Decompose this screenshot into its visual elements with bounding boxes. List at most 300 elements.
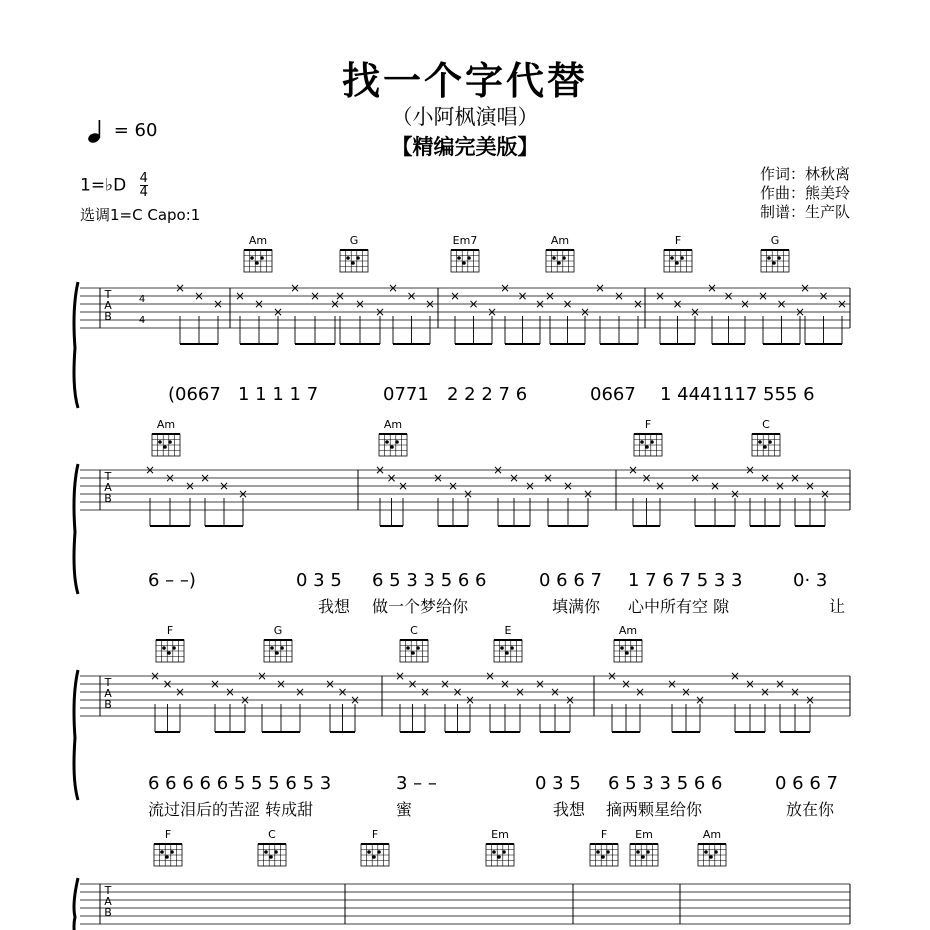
song-title: 找一个字代替	[341, 59, 588, 103]
tab-note-x: ×	[212, 297, 224, 311]
chord-dot	[562, 256, 566, 260]
chord-dot	[172, 646, 176, 650]
capo-text: 选调1=C Capo:1	[80, 206, 201, 224]
beam-group	[745, 463, 785, 526]
tab-note-x: ×	[324, 677, 336, 691]
chord-dot	[168, 440, 172, 444]
chord-dot	[768, 440, 772, 444]
tab-letter-a: A	[104, 895, 112, 908]
beam-group	[235, 289, 283, 344]
tab-note-x: ×	[484, 669, 496, 683]
chord-diagram	[486, 828, 514, 866]
tab-note-x: ×	[149, 669, 161, 683]
chord-dot	[260, 256, 264, 260]
lyric-s3-0: 流过泪后的苦涩 转成甜	[148, 800, 314, 819]
chord-dot	[356, 256, 360, 260]
lyric-s2-1: 做一个梦给你	[372, 597, 469, 616]
chord-dot	[367, 850, 371, 854]
tab-letter-a: A	[104, 299, 112, 312]
tab-system-1	[74, 234, 850, 408]
chord-diagram	[361, 828, 389, 866]
chord-diagram	[698, 828, 726, 866]
beam-group	[545, 289, 590, 344]
system-brace	[74, 878, 78, 930]
chord-dot	[255, 261, 259, 265]
tab-note-x: ×	[394, 669, 406, 683]
chord-dot	[411, 651, 415, 655]
tab-note-x: ×	[397, 479, 409, 493]
chord-diagram	[244, 234, 272, 272]
tab-note-x: ×	[819, 487, 831, 501]
tab-letter-t: T	[104, 884, 112, 897]
lyric-s2-2: 填满你	[552, 597, 601, 616]
tab-note-x: ×	[349, 693, 361, 707]
beam-group	[210, 677, 250, 732]
chord-name: Am	[550, 234, 570, 247]
tab-note-x: ×	[594, 281, 606, 295]
chord-diagram	[154, 828, 182, 866]
chord-dot	[165, 855, 169, 859]
chord-dot	[390, 445, 394, 449]
chord-dot	[758, 440, 762, 444]
jianpu-s1-3: 2 2 2 7 6	[447, 384, 528, 405]
tab-note-x: ×	[744, 463, 756, 477]
chord-diagram	[258, 828, 286, 866]
tab-note-x: ×	[582, 487, 594, 501]
lyric-s2-4: 让	[829, 597, 846, 616]
tab-note-x: ×	[729, 487, 741, 501]
chord-dot	[160, 850, 164, 854]
chord-dot	[625, 651, 629, 655]
chord-dot	[606, 850, 610, 854]
chord-dot	[163, 445, 167, 449]
jianpu-s2-0: 6 – –)	[148, 570, 196, 591]
chord-diagram	[634, 418, 662, 456]
tab-note-x: ×	[499, 677, 511, 691]
lyric-s2-3: 心中所有空 隙	[628, 597, 730, 616]
jianpu-s1-1: 1 1 1 1 7	[238, 384, 319, 405]
beam-group	[667, 677, 705, 732]
chord-dot	[675, 261, 679, 265]
tab-note-x: ×	[666, 677, 678, 691]
chord-dot	[377, 850, 381, 854]
lyric-s3-4: 放在你	[786, 800, 835, 819]
beam-group	[595, 281, 643, 344]
chord-dot	[270, 646, 274, 650]
key-text: 1=♭D	[80, 175, 127, 196]
beam-group	[388, 281, 435, 344]
chord-dot	[346, 256, 350, 260]
tab-note-x: ×	[234, 289, 246, 303]
beam-group	[440, 677, 475, 732]
tab-note-x: ×	[275, 677, 287, 691]
chord-name: F	[371, 828, 379, 841]
tab-note-x: ×	[464, 693, 476, 707]
tab-note-x: ×	[144, 463, 156, 477]
tab-letter-a: A	[104, 481, 112, 494]
jianpu-s1-5: 1 4441117 555 6	[660, 384, 815, 405]
tab-note-x: ×	[239, 693, 251, 707]
tab-note-x: ×	[706, 281, 718, 295]
chord-diagram	[761, 234, 789, 272]
tab-note-x: ×	[799, 281, 811, 295]
beam-group	[450, 289, 497, 344]
tab-note-x: ×	[606, 669, 618, 683]
beam-group	[493, 463, 535, 526]
beam-group	[500, 281, 545, 344]
chord-dot	[497, 855, 501, 859]
tab-note-x: ×	[774, 479, 786, 493]
beam-group	[433, 471, 473, 526]
tab-letter-b: B	[104, 906, 112, 919]
tab-note-x: ×	[209, 677, 221, 691]
chord-dot	[709, 855, 713, 859]
tab-note-x: ×	[654, 479, 666, 493]
jianpu-s2-1: 0 3 5	[296, 570, 342, 591]
jianpu-s1-2: 0771	[383, 384, 429, 405]
chord-name: C	[268, 828, 276, 841]
tab-note-x: ×	[672, 297, 683, 311]
tab-note-x: ×	[272, 305, 284, 319]
tab-note-x: ×	[199, 471, 211, 485]
chord-diagram	[400, 624, 428, 662]
jianpu-s1-4: 0667	[590, 384, 636, 405]
tab-letter-t: T	[104, 470, 112, 483]
chord-name: F	[674, 234, 682, 247]
chord-dot	[630, 646, 634, 650]
chord-dot	[462, 261, 466, 265]
tab-letter-t: T	[104, 676, 112, 689]
tab-note-x: ×	[804, 693, 816, 707]
chord-dot	[264, 850, 268, 854]
chord-dot	[395, 440, 399, 444]
tab-note-x: ×	[439, 677, 451, 691]
chord-name: F	[600, 828, 608, 841]
beam-group	[607, 669, 645, 732]
beam-group	[485, 669, 525, 732]
tab-letter-b: B	[104, 698, 112, 711]
tab-note-x: ×	[253, 297, 265, 311]
chord-diagram	[664, 234, 692, 272]
chord-diagram	[630, 828, 658, 866]
time-signature-bottom: 4	[139, 185, 148, 200]
chord-diagram	[156, 624, 184, 662]
chord-diagram	[546, 234, 574, 272]
tab-note-x: ×	[386, 471, 397, 485]
chord-diagram	[264, 624, 292, 662]
chord-dot	[646, 850, 650, 854]
tab-note-x: ×	[424, 297, 436, 311]
time-signature-top: 4	[139, 171, 148, 186]
tab-note-x: ×	[174, 281, 186, 295]
tab-note-x: ×	[680, 685, 692, 699]
tab-note-x: ×	[184, 479, 196, 493]
chord-dot	[162, 646, 166, 650]
beam-group	[375, 463, 408, 526]
tab-note-x: ×	[499, 281, 511, 295]
tab-note-x: ×	[193, 289, 205, 303]
jianpu-s2-4: 1 7 6 7 5 3 3	[628, 570, 743, 591]
lyric-s3-1: 蜜	[396, 800, 413, 819]
tab-note-x: ×	[329, 297, 341, 311]
tab-note-x: ×	[387, 281, 399, 295]
tab-system-2	[74, 418, 850, 594]
chord-name: F	[164, 828, 172, 841]
chord-name: G	[273, 624, 283, 637]
tab-note-x: ×	[641, 471, 652, 485]
jianpu-s3-1: 3 – –	[396, 773, 437, 794]
jianpu-s1-0: (0667	[168, 384, 221, 405]
tab-note-x: ×	[224, 685, 236, 699]
tab-note-x: ×	[419, 685, 431, 699]
beam-group	[257, 669, 305, 732]
lyric-s2-0: 我想	[318, 597, 351, 616]
tab-note-x: ×	[729, 669, 741, 683]
tab-note-x: ×	[407, 677, 418, 691]
tab-note-x: ×	[462, 487, 474, 501]
tab-note-x: ×	[739, 297, 751, 311]
chord-dot	[636, 850, 640, 854]
tab-note-x: ×	[579, 305, 591, 319]
tab-note-x: ×	[723, 289, 734, 303]
tab-note-x: ×	[759, 471, 771, 485]
beam-group	[200, 471, 248, 526]
chord-name: Am	[702, 828, 722, 841]
tab-note-x: ×	[468, 297, 479, 311]
tab-system-4	[74, 828, 850, 930]
tab-note-x: ×	[774, 677, 786, 691]
chord-dot	[772, 261, 776, 265]
chord-dot	[641, 855, 645, 859]
tab-letter-b: B	[104, 492, 112, 505]
tab-note-x: ×	[432, 471, 444, 485]
jianpu-s3-3: 6 5 3 3 5 6 6	[608, 773, 723, 794]
beam-group	[535, 677, 575, 732]
tab-note-x: ×	[374, 305, 386, 319]
chord-name: Am	[156, 418, 176, 431]
beam-group	[290, 281, 340, 344]
chord-dot	[457, 256, 461, 260]
chord-diagram	[752, 418, 780, 456]
chord-diagram	[340, 234, 368, 272]
chord-dot	[275, 651, 279, 655]
tab-note-x: ×	[654, 289, 666, 303]
tempo-value: = 60	[113, 120, 158, 141]
chord-diagram	[614, 624, 642, 662]
tab-note-x: ×	[486, 305, 498, 319]
beam-group	[543, 471, 593, 526]
tab-note-x: ×	[757, 289, 769, 303]
chord-dot	[704, 850, 708, 854]
jianpu-s3-0: 6 6 6 6 6 5 5 5 6 5 3	[148, 773, 332, 794]
tab-note-x: ×	[544, 289, 556, 303]
jianpu-s2-2: 6 5 3 3 5 6 6	[372, 570, 487, 591]
beam-group	[707, 281, 750, 344]
tab-note-x: ×	[508, 471, 520, 485]
credit-arranger: 制谱：生产队	[759, 203, 850, 221]
chord-dot	[601, 855, 605, 859]
chord-dot	[274, 850, 278, 854]
beam-group	[758, 289, 805, 344]
tab-note-x: ×	[162, 677, 173, 691]
system-brace	[74, 282, 78, 408]
tab-note-x: ×	[613, 289, 625, 303]
tab-note-x: ×	[709, 479, 721, 493]
tab-note-x: ×	[237, 487, 249, 501]
chord-dot	[557, 261, 561, 265]
chord-dot	[385, 440, 389, 444]
chord-dot	[777, 256, 781, 260]
tab-note-x: ×	[789, 685, 801, 699]
beam-group	[628, 463, 665, 526]
chord-name: F	[166, 624, 174, 637]
tab-note-x: ×	[374, 463, 386, 477]
beam-group	[145, 463, 195, 526]
chord-dot	[502, 850, 506, 854]
tab-note-x: ×	[289, 281, 301, 295]
beam-group	[655, 289, 700, 344]
chord-dot	[680, 256, 684, 260]
beam-group	[335, 289, 385, 344]
lyric-s3-2: 我想	[553, 800, 586, 819]
system-brace	[74, 464, 78, 594]
tab-note-x: ×	[452, 685, 463, 699]
chord-dot	[158, 440, 162, 444]
chord-dot	[351, 261, 355, 265]
tab-note-x: ×	[514, 685, 526, 699]
chord-name: G	[770, 234, 780, 247]
beam-group	[325, 677, 360, 732]
tab-note-x: ×	[174, 685, 186, 699]
chord-name: Am	[383, 418, 403, 431]
chord-dot	[640, 440, 644, 444]
chord-dot	[269, 855, 273, 859]
chord-dot	[596, 850, 600, 854]
tab-note-x: ×	[759, 685, 771, 699]
tab-letter-t: T	[104, 288, 112, 301]
chord-name: C	[410, 624, 418, 637]
system-brace	[74, 670, 78, 800]
tab-note-x: ×	[694, 693, 706, 707]
tab-letter-b: B	[104, 310, 112, 323]
tab-note-x: ×	[309, 289, 321, 303]
edition-label: 【精编完美版】	[391, 135, 539, 159]
beam-group	[730, 669, 770, 732]
tab-note-x: ×	[449, 289, 461, 303]
tab-note-x: ×	[406, 289, 417, 303]
chord-name: E	[504, 624, 512, 637]
tab-note-x: ×	[337, 685, 348, 699]
tab-note-x: ×	[789, 471, 801, 485]
chord-dot	[767, 256, 771, 260]
tab-note-x: ×	[256, 669, 268, 683]
tab-note-x: ×	[549, 685, 561, 699]
beam-group	[175, 281, 223, 344]
tab-note-x: ×	[836, 297, 848, 311]
tab-note-x: ×	[744, 677, 756, 691]
song-subtitle: （小阿枫演唱）	[391, 105, 539, 129]
tab-time-top: 4	[138, 294, 146, 305]
chord-diagram	[379, 418, 407, 456]
jianpu-s3-4: 0 6 6 7	[775, 773, 838, 794]
chord-dot	[510, 646, 514, 650]
chord-dot	[620, 646, 624, 650]
chord-dot	[500, 646, 504, 650]
chord-dot	[167, 651, 171, 655]
jianpu-s2-5: 0· 3	[793, 570, 828, 591]
tab-note-x: ×	[634, 685, 646, 699]
tab-note-x: ×	[218, 479, 230, 493]
jianpu-s2-3: 0 6 6 7	[539, 570, 602, 591]
beam-group	[395, 669, 430, 732]
tab-note-x: ×	[818, 289, 829, 303]
chord-dot	[372, 855, 376, 859]
chord-dot	[406, 646, 410, 650]
tab-letter-a: A	[104, 687, 112, 700]
tab-note-x: ×	[620, 677, 632, 691]
tab-note-x: ×	[564, 693, 576, 707]
tab-note-x: ×	[562, 297, 573, 311]
tab-note-x: ×	[354, 297, 366, 311]
tab-note-x: ×	[524, 479, 536, 493]
chord-dot	[492, 850, 496, 854]
tab-note-x: ×	[334, 289, 346, 303]
chord-name: Em7	[452, 234, 478, 247]
tab-note-x: ×	[542, 471, 554, 485]
chord-dot	[670, 256, 674, 260]
tab-note-x: ×	[492, 463, 504, 477]
beam-group	[790, 471, 830, 526]
tab-time-bottom: 4	[138, 315, 146, 326]
chord-dot	[505, 651, 509, 655]
tab-note-x: ×	[689, 471, 701, 485]
chord-dot	[650, 440, 654, 444]
chord-diagram	[590, 828, 618, 866]
tab-note-x: ×	[164, 471, 176, 485]
tab-note-x: ×	[776, 297, 787, 311]
tab-note-x: ×	[562, 479, 574, 493]
tab-note-x: ×	[534, 297, 546, 311]
chord-dot	[416, 646, 420, 650]
beam-group	[800, 281, 847, 344]
beam-group	[690, 471, 740, 526]
tab-note-x: ×	[627, 463, 639, 477]
chord-dot	[467, 256, 471, 260]
tab-note-x: ×	[689, 305, 701, 319]
lyric-s3-3: 摘两颗星给你	[606, 800, 703, 819]
tab-note-x: ×	[804, 479, 816, 493]
tab-note-x: ×	[294, 685, 306, 699]
tab-note-x: ×	[794, 305, 806, 319]
chord-name: F	[644, 418, 652, 431]
chord-dot	[763, 445, 767, 449]
chord-diagram	[451, 234, 479, 272]
tab-note-x: ×	[517, 289, 528, 303]
tab-note-x: ×	[632, 297, 644, 311]
tab-note-x: ×	[534, 677, 546, 691]
beam-group	[150, 669, 185, 732]
chord-dot	[280, 646, 284, 650]
tab-note-x: ×	[447, 479, 459, 493]
chord-dot	[552, 256, 556, 260]
jianpu-s3-2: 0 3 5	[535, 773, 581, 794]
chord-diagram	[152, 418, 180, 456]
chord-diagram	[494, 624, 522, 662]
credit-composer: 作曲：熊美玲	[759, 184, 850, 202]
chord-dot	[714, 850, 718, 854]
chord-name: Am	[618, 624, 638, 637]
beam-group	[775, 677, 815, 732]
